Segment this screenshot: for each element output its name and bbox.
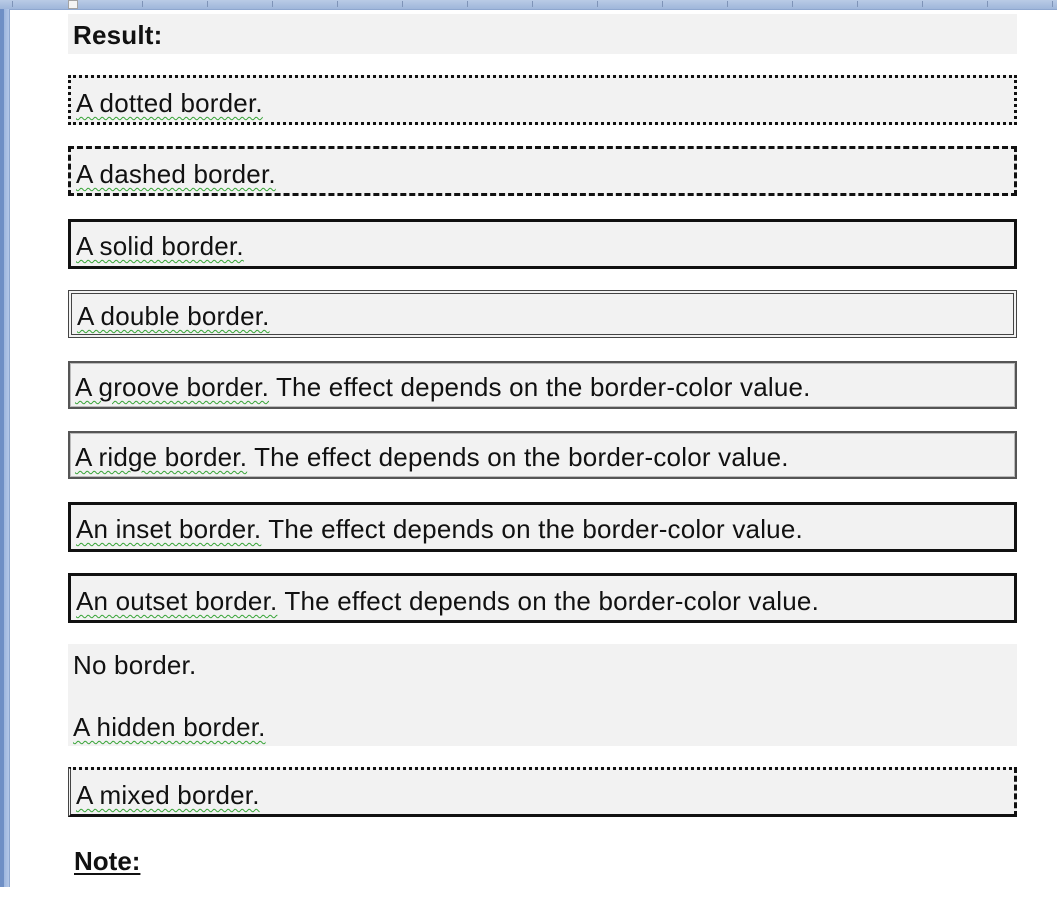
ruler-tick [337, 1, 338, 7]
spellcheck-underlined-text: A mixed border. [76, 780, 260, 810]
horizontal-ruler[interactable] [0, 0, 1057, 10]
ruler-indent-marker[interactable] [68, 0, 78, 9]
ruler-tick [12, 1, 13, 7]
paragraph-groove-border[interactable] [68, 361, 1017, 409]
ruler-tick [467, 1, 468, 7]
spellcheck-underlined-text: An outset border. [76, 586, 278, 616]
spellcheck-underlined-text: A solid border. [76, 231, 244, 261]
result-label: Result: [73, 20, 163, 50]
result-label-block [68, 14, 1017, 54]
spellcheck-underlined-text: A hidden border. [73, 712, 266, 742]
paragraph-text [76, 588, 819, 614]
note-heading: Note: [74, 846, 141, 876]
spellcheck-underlined-text: A double border. [77, 301, 270, 331]
spellcheck-underlined-text: A ridge border. [75, 442, 248, 472]
ruler-tick [662, 1, 663, 7]
paragraph-text [77, 303, 270, 329]
ruler-tick [922, 1, 923, 7]
paragraph-rest-text: No border. [73, 650, 197, 680]
paragraph-text [75, 374, 811, 400]
paragraph-dashed-border[interactable] [68, 146, 1017, 196]
spellcheck-underlined-text: A dashed border. [76, 159, 276, 189]
paragraph-rest-text: The effect depends on the border-color value. [261, 514, 803, 544]
paragraph-dotted-border[interactable] [68, 75, 1017, 125]
ruler-tick [597, 1, 598, 7]
paragraph-text [76, 90, 263, 116]
vertical-ruler-edge [0, 9, 4, 887]
spellcheck-underlined-text: A groove border. [75, 372, 269, 402]
paragraph-mixed-border[interactable] [68, 767, 1017, 817]
paragraph-text [75, 444, 789, 470]
paragraph-text [76, 516, 803, 542]
spellcheck-underlined-text: An inset border. [76, 514, 262, 544]
paragraph-text [76, 782, 260, 808]
ruler-tick [532, 1, 533, 7]
paragraph-rest-text: The effect depends on the border-color value. [269, 372, 811, 402]
ruler-tick [792, 1, 793, 7]
ruler-tick [727, 1, 728, 7]
paragraph-rest-text: The effect depends on the border-color value. [277, 586, 820, 616]
paragraph-ridge-border[interactable] [68, 431, 1017, 479]
paragraph-double-border[interactable] [68, 290, 1017, 338]
paragraph-inset-border[interactable] [68, 502, 1017, 552]
ruler-tick [1052, 1, 1053, 7]
ruler-tick [272, 1, 273, 7]
paragraph-rest-text: The effect depends on the border-color value. [247, 442, 789, 472]
paragraph-text [76, 161, 276, 187]
ruler-tick [207, 1, 208, 7]
paragraph-text [76, 233, 244, 259]
ruler-tick [142, 1, 143, 7]
paragraph-outset-border[interactable] [68, 573, 1017, 623]
paragraph-solid-border[interactable] [68, 219, 1017, 269]
ruler-tick [987, 1, 988, 7]
spellcheck-underlined-text: A dotted border. [76, 88, 263, 118]
paragraph-no-border-group[interactable] [68, 644, 1017, 746]
paragraph-hidden-border-text [73, 714, 266, 740]
ruler-tick [857, 1, 858, 7]
ruler-tick [402, 1, 403, 7]
paragraph-no-border-text [73, 652, 196, 678]
